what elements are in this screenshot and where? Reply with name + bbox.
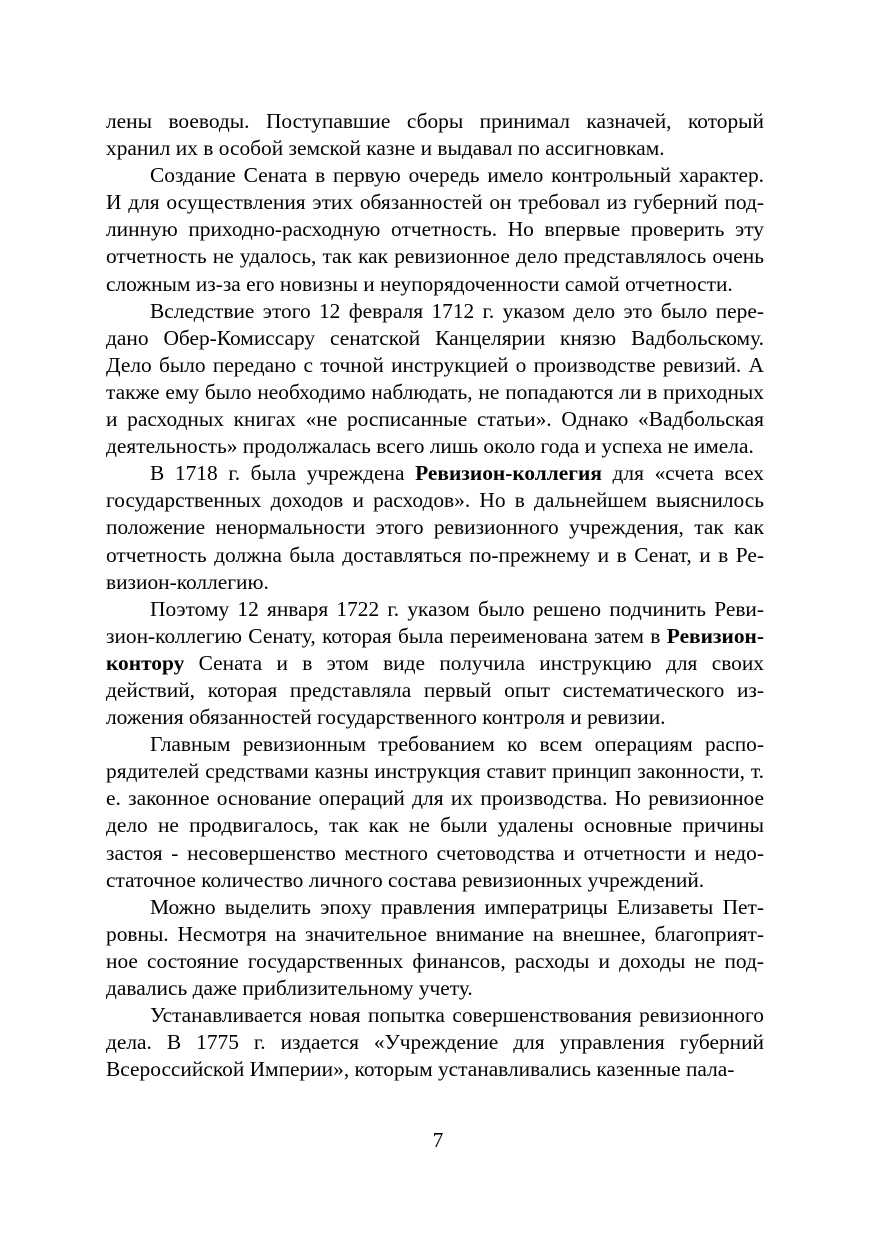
paragraph-1: лены воеводы. Поступавшие сборы принимал казначей, который хранил их в особой земской казне и выдавал по ассигновкам. <box>106 109 764 161</box>
paragraph-7: Можно выделить эпоху правления императрицы Елизаветы Петровны. Несмотря на значительное внимание на внешнее, благоприятное состояние государственных финансов, расходы и доходы не поддавались даже приблизительному учету. <box>106 894 764 1000</box>
paragraph-4 <box>106 460 764 595</box>
page-number: 7 <box>432 1128 444 1152</box>
paragraph-4-text-b: для «счета всех государственных доходов и расходов». Но в дальнейшем выяснилось положение ненормальности этого ревизионного учреждения, так как отчетность должна была доставляться по-прежнему и в Сенат, и в Ревизион-коллегию. <box>106 461 764 594</box>
paragraph-5-text-b: Сената и в этом виде получила инструкцию для своих действий, которая представляла первый опыт систематического изложения обязанностей государственного контроля и ревизии. <box>106 650 764 730</box>
paragraph-6: Главным ревизионным требованием ко всем операциям распорядителей средствами казны инструкция ставит принцип законности, т. е. законное основание операций для их производства. Но ревизионное дело не продвигалось, так как не были удалены основные причины застоя - несовершенство местного счетоводства и отчетности и недостаточное количество личного состава ревизионных учреждений. <box>106 732 764 892</box>
paragraph-5-text-a: Поэтому 12 января 1722 г. указом было решено подчинить Ревизион-коллегию Сенату, которая была переименована затем в <box>106 596 764 648</box>
paragraph-2: Создание Сената в первую очередь имело контрольный характер. И для осуществления этих обязанностей он требовал из губерний подлинную приходно-расходную отчетность. Но впервые проверить эту отчетность не удалось, так как ревизионное дело представлялось очень сложным из-за его новизны и неупорядоченности самой отчетности. <box>106 163 764 296</box>
term-revision-collegium: Ревизион-коллегия <box>415 461 602 486</box>
paragraph-5 <box>106 596 764 731</box>
term-revision-office: Ревизион-контору <box>106 623 764 675</box>
paragraph-4-text-a: В 1718 г. была учреждена <box>150 461 416 486</box>
paragraph-8: Устанавливается новая попытка совершенствования ревизионного дела. В 1775 г. издается «Учреждение для управления губерний Всероссийской Империи», которым устанавливались казенные пала- <box>106 1003 764 1082</box>
paragraph-3: Вследствие этого 12 февраля 1712 г. указом дело это было передано Обер-Комиссару сенатской Канцелярии князю Вадбольскому. Дело было передано с точной инструкцией о производстве ревизий. А также ему было необходимо наблюдать, не попадаются ли в приходных и расходных книгах «не росписанные статьи». Однако «Вадбольская деятельность» продолжалась всего лишь около года и успеха не имела. <box>106 298 764 459</box>
page-body <box>106 108 764 1083</box>
